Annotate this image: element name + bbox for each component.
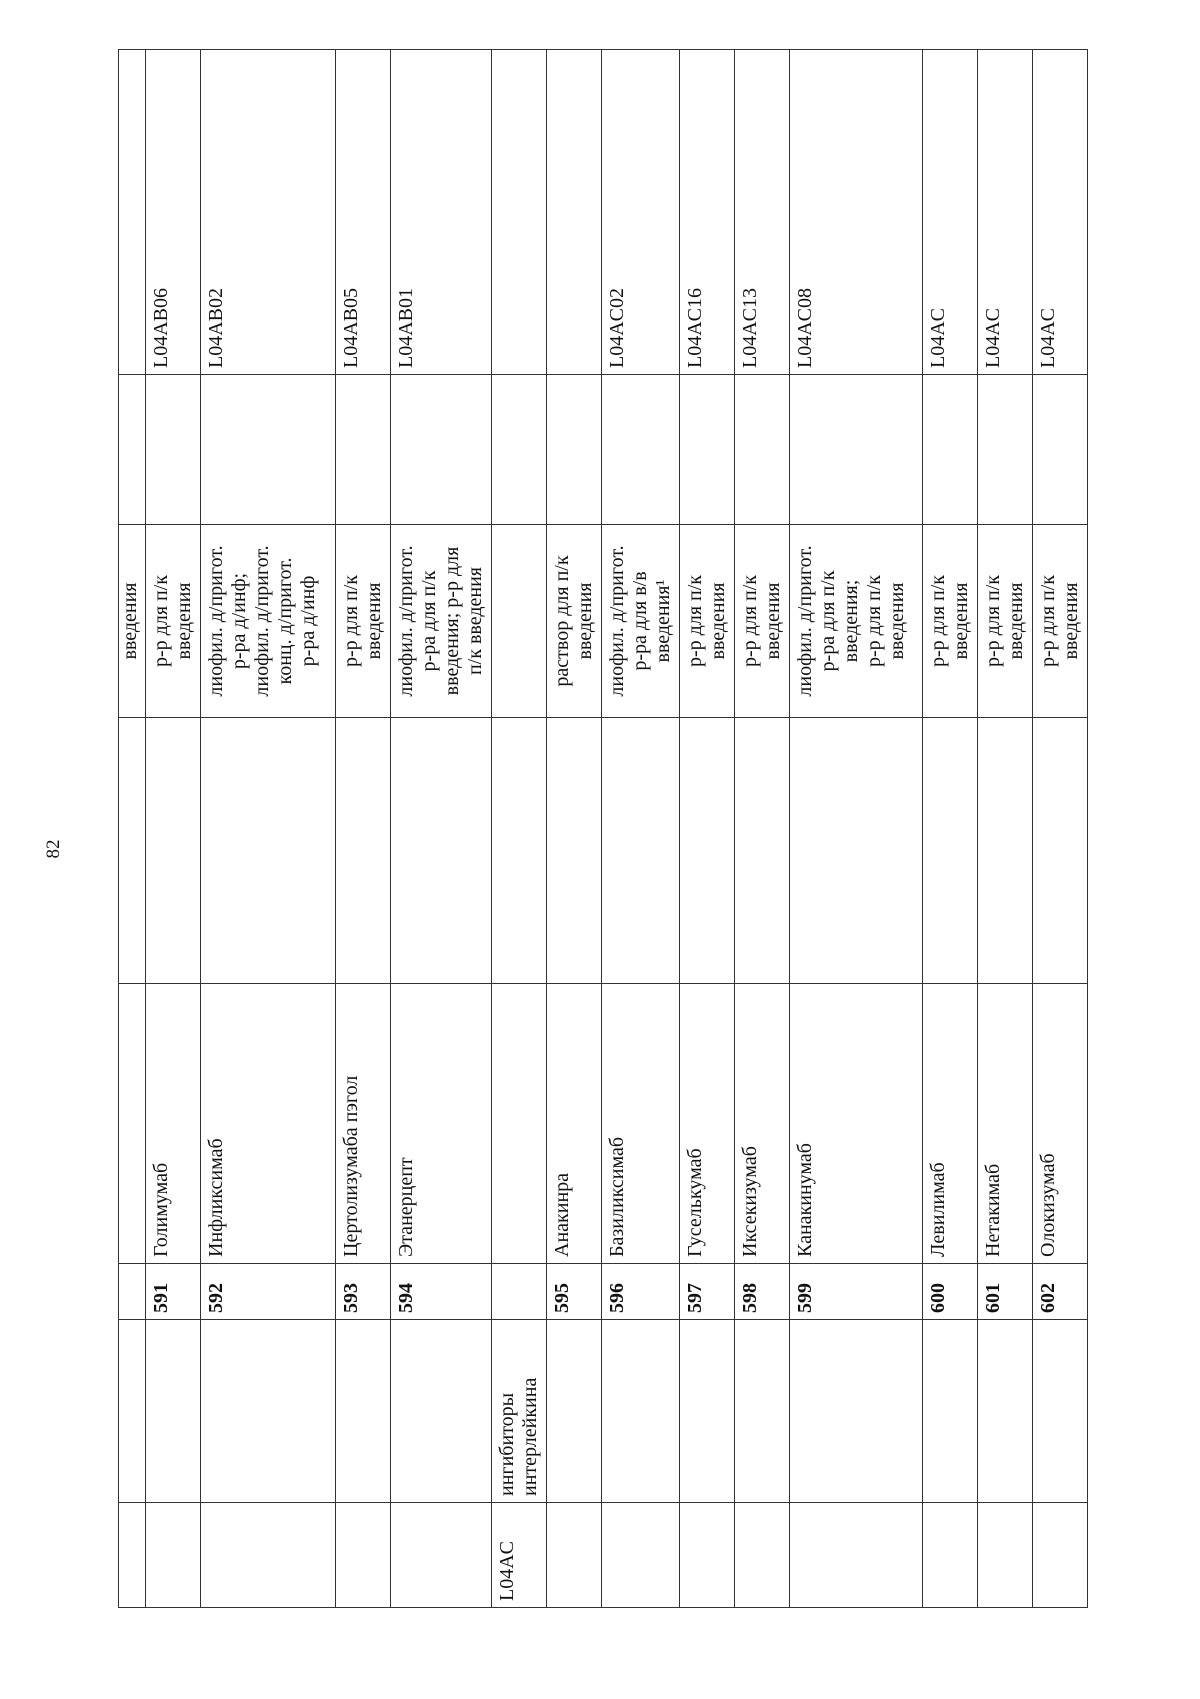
group-name: ингибиторы интерлейкина — [492, 1320, 547, 1503]
group-name — [923, 1320, 978, 1503]
dosage-form — [978, 525, 1033, 718]
row-number: 601 — [978, 1264, 1033, 1320]
atc-code: L04AC — [923, 50, 978, 375]
drug-name: Нетакимаб — [978, 984, 1033, 1264]
group-name — [602, 1320, 680, 1503]
atc-code: L04AC — [1033, 50, 1088, 375]
atc-group-code — [201, 1503, 336, 1608]
rotated-table-container — [118, 50, 1122, 1608]
table-row — [978, 50, 1033, 1608]
dosage-form — [336, 525, 391, 718]
row-number: 596 — [602, 1264, 680, 1320]
empty-cell — [1033, 718, 1088, 984]
atc-group-code — [735, 1503, 790, 1608]
row-number: 602 — [1033, 1264, 1088, 1320]
empty-cell — [923, 375, 978, 525]
row-number: 598 — [735, 1264, 790, 1320]
group-name — [790, 1320, 923, 1503]
dosage-form-line: введения¹ — [652, 579, 674, 663]
drug-name: Иксекизумаб — [735, 984, 790, 1264]
row-number: 593 — [336, 1264, 391, 1320]
group-name — [547, 1320, 602, 1503]
empty-cell — [602, 375, 680, 525]
dosage-form-line: р-р для п/к — [982, 575, 1004, 667]
table-row — [201, 50, 336, 1608]
empty-cell — [391, 718, 492, 984]
dosage-form-line: конц. д/пригот. — [274, 557, 296, 685]
drug-name — [492, 984, 547, 1264]
drug-name: Этанерцепт — [391, 984, 492, 1264]
dosage-form-line: р-ра для в/в — [629, 571, 651, 671]
dosage-form-line: введения; р-р для — [441, 546, 463, 696]
dosage-form — [492, 525, 547, 718]
empty-cell — [680, 718, 735, 984]
empty-cell — [978, 375, 1033, 525]
row-number: 599 — [790, 1264, 923, 1320]
dosage-form-line: р-р для п/к — [684, 575, 706, 667]
drug-name: Цертолизумаба пэгол — [336, 984, 391, 1264]
dosage-form — [735, 525, 790, 718]
dosage-form-line: лиофил. д/пригот. — [251, 545, 273, 697]
drug-name: Гуселькумаб — [680, 984, 735, 1264]
empty-cell — [735, 718, 790, 984]
dosage-form-line: раствор для п/к — [551, 555, 573, 687]
atc-code: L04AC — [978, 50, 1033, 375]
atc-group-code — [547, 1503, 602, 1608]
row-number: 591 — [146, 1264, 201, 1320]
dosage-form-line: р-р для п/к — [739, 575, 761, 667]
dosage-form-line: р-ра д/инф; — [228, 572, 250, 670]
empty-cell — [1033, 375, 1088, 525]
table-row — [735, 50, 790, 1608]
dosage-form — [547, 525, 602, 718]
dosage-form — [391, 525, 492, 718]
atc-group-code — [602, 1503, 680, 1608]
empty-cell — [336, 718, 391, 984]
drug-name: Канакинумаб — [790, 984, 923, 1264]
dosage-form-line: введения; — [840, 579, 862, 663]
dosage-form-line: лиофил. д/пригот. — [794, 545, 816, 697]
empty-cell — [119, 375, 146, 525]
table-row — [146, 50, 201, 1608]
atc-group-code: L04AC — [492, 1503, 547, 1608]
dosage-form — [119, 525, 146, 718]
empty-cell — [201, 718, 336, 984]
dosage-form-line: введения — [707, 582, 729, 660]
dosage-form — [923, 525, 978, 718]
group-name — [146, 1320, 201, 1503]
atc-group-code — [336, 1503, 391, 1608]
table-row — [923, 50, 978, 1608]
dosage-form-line: лиофил. д/пригот. — [205, 545, 227, 697]
dosage-form-line: п/к введения — [464, 566, 486, 676]
dosage-form-line: введения — [1005, 582, 1027, 660]
drug-name: Олокизумаб — [1033, 984, 1088, 1264]
dosage-form — [1033, 525, 1088, 718]
dosage-form-line: р-р для п/к — [1037, 575, 1059, 667]
drug-name: Левилимаб — [923, 984, 978, 1264]
drug-name: Инфликсимаб — [201, 984, 336, 1264]
dosage-form-line: р-ра для п/к — [418, 570, 440, 672]
atc-group-code — [391, 1503, 492, 1608]
dosage-form — [680, 525, 735, 718]
empty-cell — [336, 375, 391, 525]
atc-group-code — [119, 1503, 146, 1608]
group-name — [391, 1320, 492, 1503]
table-row — [547, 50, 602, 1608]
row-number: 597 — [680, 1264, 735, 1320]
atc-code — [492, 50, 547, 375]
dosage-form — [602, 525, 680, 718]
empty-cell — [790, 375, 923, 525]
dosage-form-line: введения — [363, 582, 385, 660]
atc-group-code — [680, 1503, 735, 1608]
atc-group-code — [923, 1503, 978, 1608]
empty-cell — [978, 718, 1033, 984]
dosage-form-line: введения — [950, 582, 972, 660]
dosage-form-line: лиофил. д/пригот. — [395, 545, 417, 697]
drug-registry-table — [118, 49, 1088, 1608]
drug-name — [119, 984, 146, 1264]
atc-code: L04AC08 — [790, 50, 923, 375]
table-row — [336, 50, 391, 1608]
row-number: 594 — [391, 1264, 492, 1320]
dosage-form-line: р-р для п/к — [340, 575, 362, 667]
group-name — [680, 1320, 735, 1503]
atc-group-code — [978, 1503, 1033, 1608]
empty-cell — [492, 718, 547, 984]
empty-cell — [146, 375, 201, 525]
table-row — [492, 50, 547, 1608]
row-number: 592 — [201, 1264, 336, 1320]
dosage-form-line: р-р для п/к — [927, 575, 949, 667]
dosage-form-line: введения — [886, 582, 908, 660]
empty-cell — [119, 718, 146, 984]
group-name — [336, 1320, 391, 1503]
group-name — [119, 1320, 146, 1503]
drug-name: Анакинра — [547, 984, 602, 1264]
row-number — [119, 1264, 146, 1320]
dosage-form-line: лиофил. д/пригот. — [606, 545, 628, 697]
group-name — [735, 1320, 790, 1503]
dosage-form-line: р-р для п/к — [150, 575, 172, 667]
row-number — [492, 1264, 547, 1320]
atc-group-code — [146, 1503, 201, 1608]
dosage-form-line: р-р для п/к — [863, 575, 885, 667]
drug-name: Голимумаб — [146, 984, 201, 1264]
empty-cell — [602, 718, 680, 984]
dosage-form-line: введения — [1060, 582, 1082, 660]
dosage-form-line: введения — [762, 582, 784, 660]
dosage-form — [146, 525, 201, 718]
empty-cell — [547, 375, 602, 525]
atc-code: L04AB02 — [201, 50, 336, 375]
empty-cell — [492, 375, 547, 525]
empty-cell — [146, 718, 201, 984]
atc-group-code — [1033, 1503, 1088, 1608]
dosage-form-line: р-ра для п/к — [817, 570, 839, 672]
dosage-form — [201, 525, 336, 718]
atc-code: L04AB05 — [336, 50, 391, 375]
empty-cell — [391, 375, 492, 525]
table-row — [119, 50, 146, 1608]
empty-cell — [201, 375, 336, 525]
dosage-form — [790, 525, 923, 718]
dosage-form-line: р-ра д/инф — [297, 575, 319, 667]
table-row — [602, 50, 680, 1608]
atc-code — [119, 50, 146, 375]
atc-code: L04AC02 — [602, 50, 680, 375]
table-row — [391, 50, 492, 1608]
dosage-form-line: введения — [574, 582, 596, 660]
empty-cell — [680, 375, 735, 525]
atc-code — [547, 50, 602, 375]
page-number: 82 — [43, 839, 64, 859]
table-row — [680, 50, 735, 1608]
empty-cell — [735, 375, 790, 525]
group-name — [1033, 1320, 1088, 1503]
atc-code: L04AB06 — [146, 50, 201, 375]
atc-code: L04AB01 — [391, 50, 492, 375]
drug-name: Базиликсимаб — [602, 984, 680, 1264]
atc-code: L04AC16 — [680, 50, 735, 375]
dosage-form-line: введения — [173, 582, 195, 660]
group-name — [978, 1320, 1033, 1503]
row-number: 600 — [923, 1264, 978, 1320]
dosage-form-line: введения — [119, 582, 141, 660]
atc-code: L04AC13 — [735, 50, 790, 375]
empty-cell — [790, 718, 923, 984]
atc-group-code — [790, 1503, 923, 1608]
row-number: 595 — [547, 1264, 602, 1320]
table-row — [1033, 50, 1088, 1608]
empty-cell — [547, 718, 602, 984]
table-row — [790, 50, 923, 1608]
group-name — [201, 1320, 336, 1503]
empty-cell — [923, 718, 978, 984]
